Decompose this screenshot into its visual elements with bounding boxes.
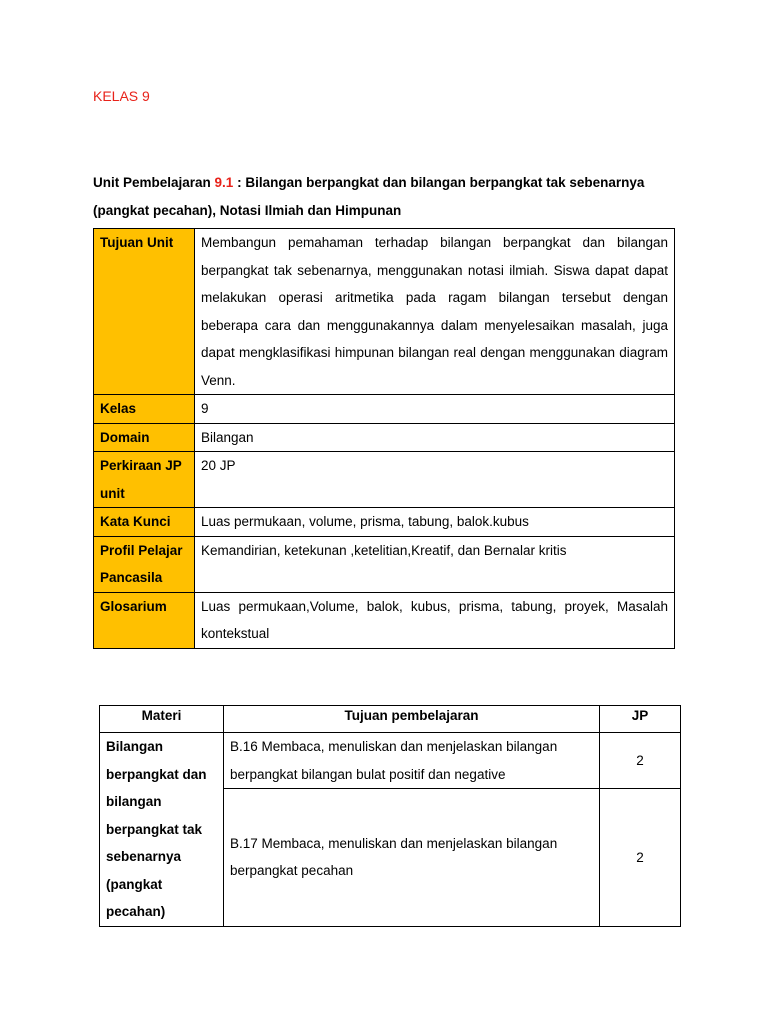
info-row-kelas [94,395,675,424]
info-value: Luas permukaan, volume, prisma, tabung, balok.kubus [195,508,675,537]
info-row-jp [94,452,675,508]
jp-cell: 2 [600,733,681,789]
info-value: 9 [195,395,675,424]
header-jp: JP [600,706,681,733]
info-value: Bilangan [195,423,675,452]
info-value: 20 JP [195,452,675,508]
info-row-tujuan [94,229,675,395]
header-tujuan: Tujuan pembelajaran [224,706,600,733]
info-row-kata-kunci [94,508,675,537]
materi-cell: Bilangan berpangkat dan bilangan berpangkat tak sebenarnya (pangkat pecahan) [100,733,224,927]
info-label: Tujuan Unit [94,229,195,395]
info-label: Glosarium [94,592,195,648]
info-row-glosarium [94,592,675,648]
jp-cell: 2 [600,789,681,926]
info-label: Kata Kunci [94,508,195,537]
unit-prefix: Unit Pembelajaran [93,175,215,190]
class-heading: KELAS 9 [93,88,150,104]
materi-header-row [100,706,681,733]
tujuan-cell: B.16 Membaca, menuliskan dan menjelaskan bilangan berpangkat bilangan bulat positif dan negative [224,733,600,789]
info-value: Luas permukaan,Volume, balok, kubus, prisma, tabung, proyek, Masalah kontekstual [195,592,675,648]
unit-title-text: : Bilangan berpangkat dan bilangan berpangkat tak sebenarnya (pangkat pecahan), Notasi Ilmiah dan Himpunan [93,175,645,218]
info-label: Perkiraan JP unit [94,452,195,508]
unit-number: 9.1 [214,175,234,190]
info-label: Kelas [94,395,195,424]
info-row-profil [94,536,675,592]
info-label: Domain [94,423,195,452]
materi-table [99,705,681,927]
info-label: Profil Pelajar Pancasila [94,536,195,592]
unit-info-table [93,228,675,649]
info-row-domain [94,423,675,452]
info-value: Kemandirian, ketekunan ,ketelitian,Kreatif, dan Bernalar kritis [195,536,675,592]
tujuan-cell: B.17 Membaca, menuliskan dan menjelaskan bilangan berpangkat pecahan [224,789,600,926]
unit-title [93,169,683,225]
header-materi: Materi [100,706,224,733]
table-row [100,733,681,789]
info-value: Membangun pemahaman terhadap bilangan berpangkat dan bilangan berpangkat tak sebenarnya, menggunakan notasi ilmiah. Siswa dapat dapat melakukan operasi aritmetika pada ragam bilangan tersebut dengan beberapa cara dan menggunakannya dalam menyelesaikan masalah, juga dapat mengklasifikasi himpunan bilangan real dengan menggunakan diagram Venn. [195,229,675,395]
